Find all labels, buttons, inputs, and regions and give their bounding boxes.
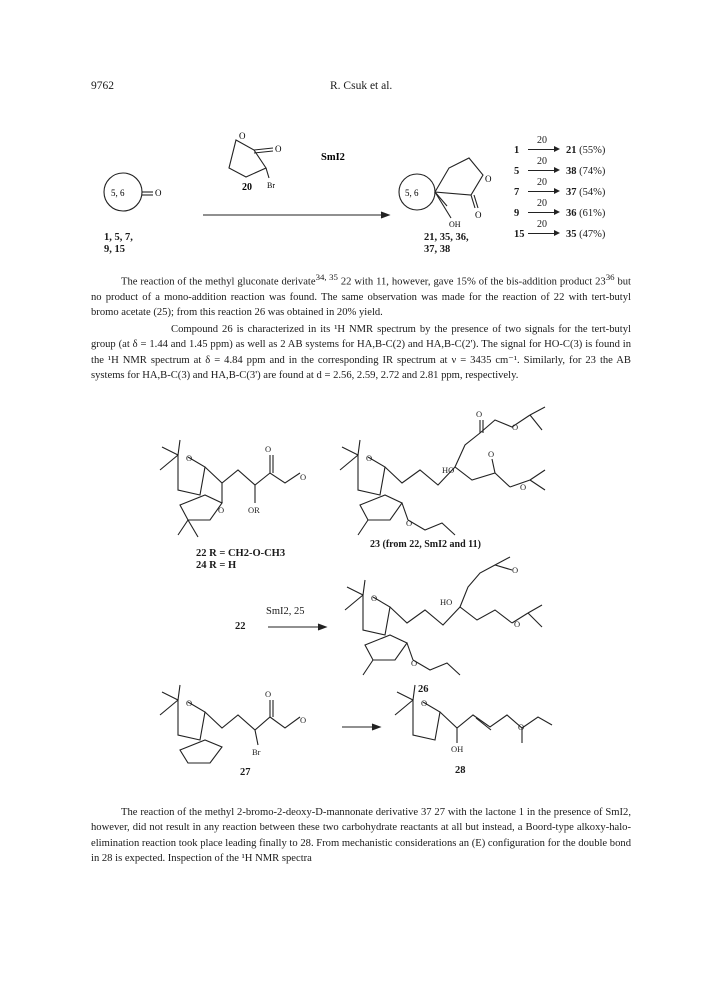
- reagent-label: 20: [537, 135, 547, 146]
- product-compounds-line-1: 21, 35, 36,: [424, 232, 469, 243]
- para1-c: but no product of a mono-addition reaction was found. The same observation was made for the reaction of 22 with tert-butyl bromo acetate (25); from this reaction 26 was obtained in 20% yield.: [91, 276, 631, 319]
- atom-o-26-a: O: [371, 593, 378, 603]
- atom-o-26-d: O: [411, 658, 418, 668]
- atom-o-23-a: O: [366, 453, 373, 463]
- reaction-row: [514, 177, 644, 202]
- label-28: 28: [455, 765, 466, 776]
- ketone-oxygen: O: [155, 188, 162, 198]
- product-label: 38: [566, 166, 577, 177]
- atom-ho-26: HO: [440, 597, 453, 607]
- atom-o-26-b: O: [512, 565, 519, 575]
- atom-o-22-c: O: [300, 472, 307, 482]
- atom-o-23-d: O: [488, 449, 495, 459]
- starting-compounds-line-1: 1, 5, 7,: [104, 232, 133, 243]
- atom-o-22-a: O: [186, 453, 193, 463]
- product-label: 37: [566, 187, 577, 198]
- product-carbonyl-oxygen: O: [475, 210, 482, 220]
- reaction-row: [514, 156, 644, 181]
- product-ring-oxygen: O: [485, 174, 492, 184]
- product-yield: [566, 187, 605, 198]
- para1-a-sup: 34, 35: [315, 272, 338, 282]
- yield-label: (74%): [579, 166, 606, 177]
- label-22: 22 R = CH2-O-CH3: [196, 548, 286, 559]
- label-26: 26: [418, 684, 429, 695]
- product-label: 21: [566, 145, 577, 156]
- product-label: 35: [566, 229, 577, 240]
- reaction-arrow: [528, 233, 558, 234]
- para3-text: The reaction of the methyl 2-bromo-2-deoxy-D-mannonate derivative 37 27 with the lactone 1 in the presence of SmI2, however, did not result in any reaction between these two carbohydrate reactants at all but instead, a Boord-type alkoxy-halo-elimination reaction took place leading finally to 28. From mechanistic considerations an (E) configuration for the double bond in 28 is expected. Inspection of the ¹H NMR spectra: [91, 807, 631, 865]
- ring-size-label: 5, 6: [111, 188, 125, 198]
- atom-o-23-f: O: [406, 518, 413, 528]
- reagent-label: 20: [537, 198, 547, 209]
- atom-o-23-c: O: [512, 422, 519, 432]
- atom-oh-28: OH: [451, 744, 464, 754]
- reactant-label: 5: [514, 166, 520, 177]
- product-yield: [566, 166, 605, 177]
- paragraph-1: [91, 270, 631, 321]
- para1-b-sup: 36: [605, 272, 615, 282]
- lactone-carbonyl-oxygen: O: [275, 144, 282, 154]
- reaction-row: [514, 135, 644, 160]
- starting-compounds-line-2: 9, 15: [104, 244, 125, 255]
- atom-o-22-b: O: [265, 444, 272, 454]
- reaction-arrow: [528, 149, 558, 150]
- para2-text: Compound 26 is characterized in its ¹H NMR spectrum by the presence of two signals for the tert-butyl group (at δ = 1.44 and 1.45 ppm) as well as 2 AB systems for HA,B-C(2) and HA,B-C(2'). The signal for HO-C(3) is found in the ¹H NMR spectrum at δ = 4.84 ppm and in the corresponding IR spectrum at ν = 3435 cm⁻¹. Similarly, for 23 the AB systems for HA,B-C(3) and HA,B-C(3') are found at d = 2.56, 2.59, 2.72 and 2.81 ppm, respectively.: [91, 324, 631, 382]
- atom-o-26-c: O: [514, 619, 521, 629]
- para1-b: 22 with 11, however, gave 15% of the bis-addition product 23: [337, 276, 606, 288]
- atom-or-22: OR: [248, 505, 260, 515]
- product-yield: [566, 145, 605, 156]
- yield-label: (61%): [579, 208, 606, 219]
- atom-o-22-d: O: [218, 505, 225, 515]
- yield-label: (54%): [579, 187, 606, 198]
- paragraph-3: [91, 805, 631, 867]
- atom-o-27-c: O: [300, 715, 307, 725]
- arrow-reagent: SmI2, 25: [266, 606, 305, 617]
- atom-o-27-b: O: [265, 689, 272, 699]
- yield-label: (55%): [579, 145, 606, 156]
- hydroxy-label: OH: [449, 220, 461, 229]
- yield-label: (47%): [579, 229, 606, 240]
- atom-o-23-b: O: [476, 409, 483, 419]
- product-yield: [566, 208, 605, 219]
- bromo-label: Br: [267, 181, 275, 190]
- reaction-arrow: [528, 191, 558, 192]
- atom-br-27: Br: [252, 747, 261, 757]
- scheme-2-drawing: [150, 395, 590, 780]
- reagent-label: 20: [537, 177, 547, 188]
- arrow-start-22: 22: [235, 621, 246, 632]
- reaction-row: [514, 198, 644, 223]
- reagent-20-label: 20: [242, 182, 252, 193]
- reactant-label: 7: [514, 187, 520, 198]
- reagent-label: 20: [537, 156, 547, 167]
- starting-compounds-label: [104, 232, 133, 256]
- paragraph-2: [91, 322, 631, 384]
- product-label: 36: [566, 208, 577, 219]
- product-compounds-label: [424, 232, 469, 256]
- reaction-arrow: [528, 212, 558, 213]
- atom-o-28-b: O: [518, 722, 525, 732]
- reactant-label: 15: [514, 229, 525, 240]
- label-27: 27: [240, 767, 251, 778]
- label-24: 24 R = H: [196, 560, 237, 571]
- atom-ho-23: HO: [442, 465, 455, 475]
- lactone-ring-oxygen: O: [239, 131, 246, 141]
- atom-o-27-a: O: [186, 698, 193, 708]
- label-22-24: [196, 548, 285, 572]
- atom-o-28-a: O: [421, 698, 428, 708]
- reagent-label: 20: [537, 219, 547, 230]
- caption-23: 23 (from 22, SmI2 and 11): [370, 539, 481, 550]
- running-title: R. Csuk et al.: [330, 80, 393, 92]
- para1-a: The reaction of the methyl gluconate derivate: [121, 276, 316, 288]
- reactant-label: 1: [514, 145, 520, 156]
- product-compounds-line-2: 37, 38: [424, 244, 451, 255]
- reactant-label: 9: [514, 208, 520, 219]
- atom-o-23-e: O: [520, 482, 527, 492]
- reaction-row: [514, 219, 644, 244]
- reaction-yield-table: [514, 135, 644, 244]
- page-number: 9762: [91, 80, 114, 92]
- product-ring-size-label: 5, 6: [405, 188, 419, 198]
- reaction-arrow: [528, 170, 558, 171]
- product-yield: [566, 229, 605, 240]
- smi2-label: SmI2: [321, 152, 345, 163]
